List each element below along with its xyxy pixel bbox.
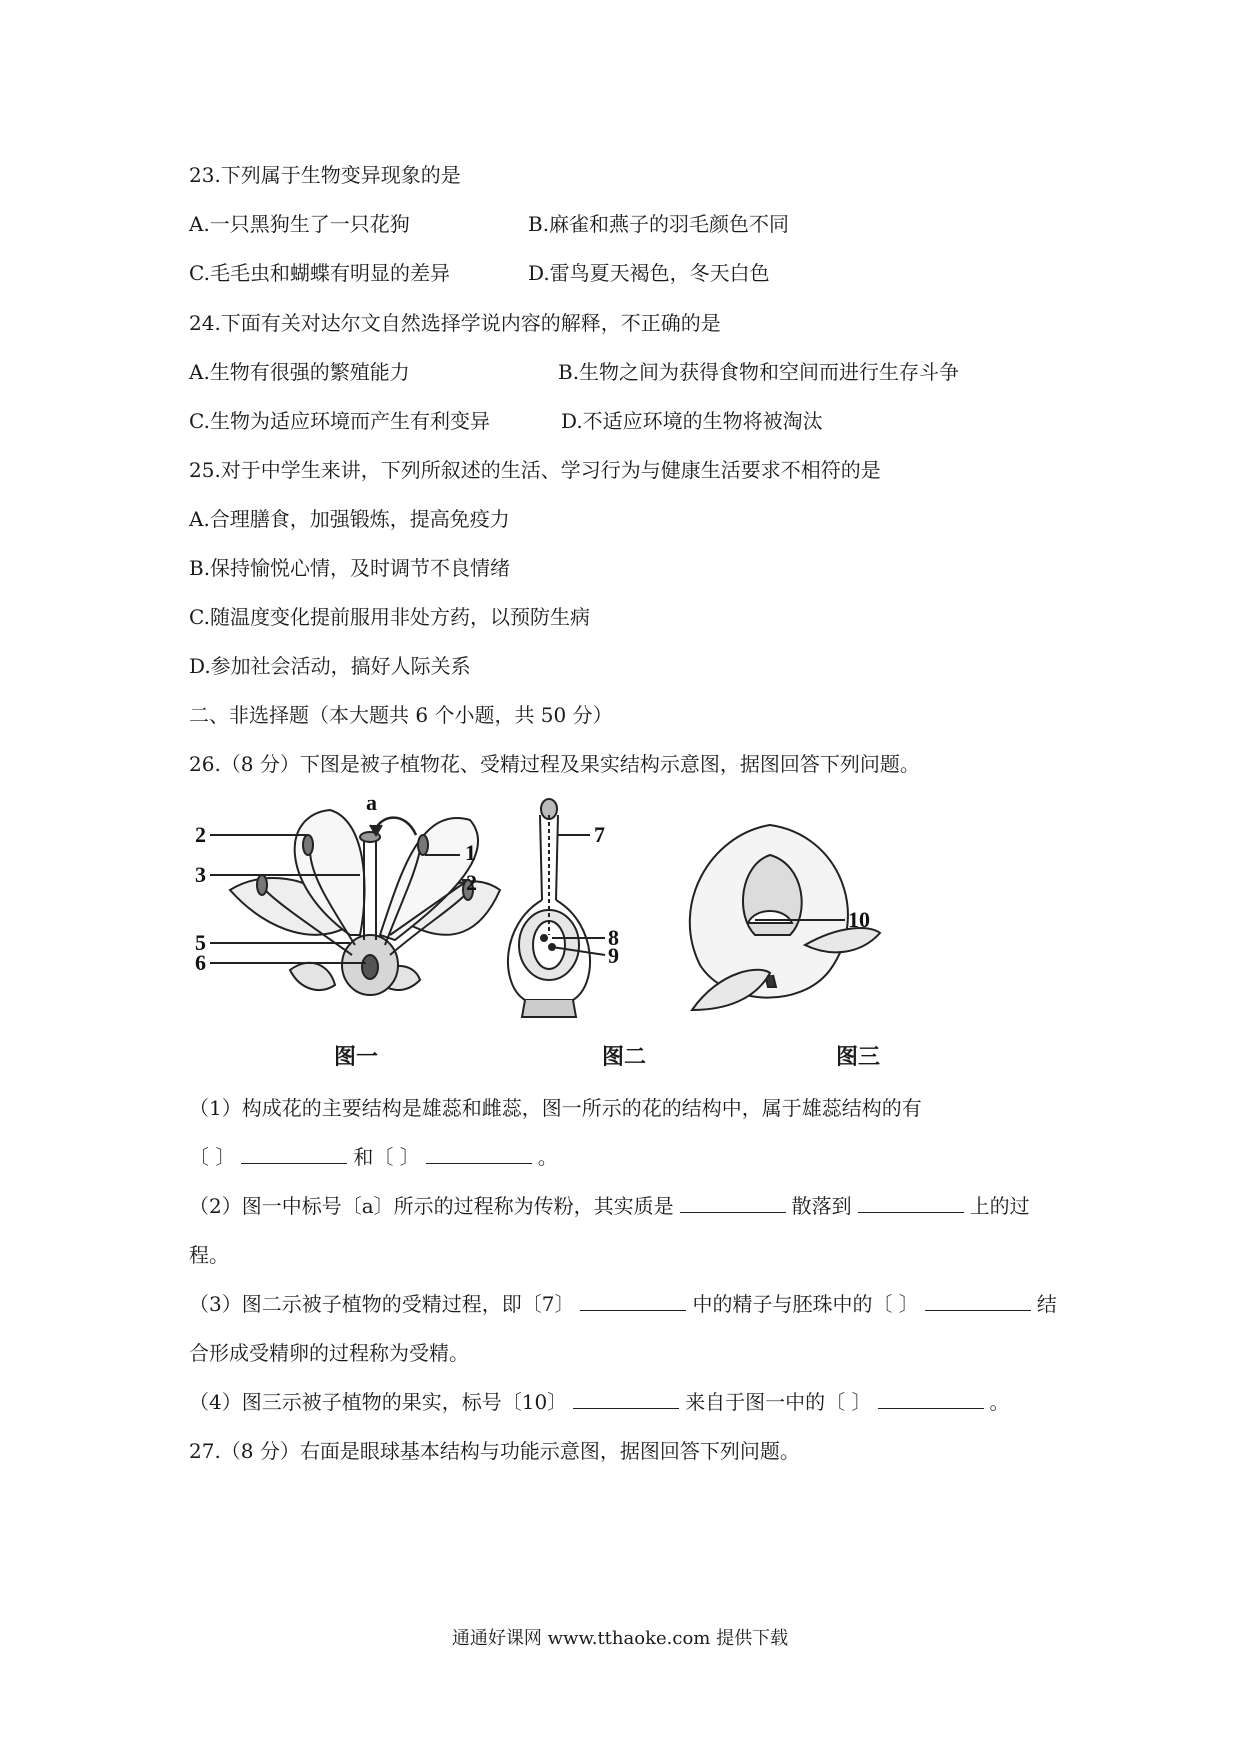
figure-one-flower (210, 810, 500, 995)
page-footer: 通通好课网 www.tthaoke.com 提供下载 (451, 1628, 789, 1649)
q25-option-d: D.参加社会活动，搞好人际关系 (189, 654, 471, 678)
q26-part3-line1 (189, 1290, 1057, 1318)
q25-option-c: C.随温度变化提前服用非处方药，以预防生病 (189, 605, 590, 629)
prompt-text: （3）图二示被子植物的受精过程，即〔7〕 (189, 1292, 575, 1316)
q26-part4-line1 (189, 1388, 1010, 1416)
figure-label: 9 (608, 943, 619, 968)
q23-stem: 23.下列属于生物变异现象的是 (189, 163, 461, 187)
q26-part1-line1: （1）构成花的主要结构是雄蕊和雌蕊，图一所示的花的结构中，属于雄蕊结构的有 (189, 1096, 922, 1120)
answer-blank[interactable] (573, 1388, 679, 1409)
q24-stem: 24.下面有关对达尔文自然选择学说内容的解释，不正确的是 (189, 311, 721, 335)
figure-label: 6 (195, 950, 206, 975)
flower-fertilization-fruit-figure (180, 795, 980, 1065)
period: 。 (537, 1145, 558, 1169)
figure-label: 10 (848, 907, 870, 932)
connector-text: 和〔 〕 (353, 1145, 420, 1169)
connector-text: 散落到 (791, 1194, 852, 1218)
answer-blank[interactable] (580, 1290, 686, 1311)
answer-blank[interactable] (925, 1290, 1031, 1311)
figure-label: 5 (195, 930, 206, 955)
figure-label: 2 (466, 870, 477, 895)
figure-label: a (366, 795, 377, 815)
figure-label: 8 (608, 925, 619, 950)
q25-option-b: B.保持愉悦心情，及时调节不良情绪 (189, 556, 511, 580)
period: 。 (989, 1390, 1010, 1414)
q26-part3-line2: 合形成受精卵的过程称为受精。 (189, 1341, 469, 1365)
answer-blank[interactable] (426, 1143, 532, 1164)
q26-part2-line2: 程。 (189, 1243, 229, 1267)
tail-text: 上的过 (969, 1194, 1030, 1218)
connector-text: 来自于图一中的〔 〕 (685, 1390, 872, 1414)
bracket: 〔 〕 (189, 1145, 236, 1169)
q23-option-c: C.毛毛虫和蝴蝶有明显的差异 (189, 261, 450, 285)
figure-label: 2 (195, 822, 206, 847)
connector-text: 中的精子与胚珠中的〔 〕 (692, 1292, 919, 1316)
q25-option-a: A.合理膳食，加强锻炼，提高免疫力 (189, 507, 510, 531)
section-two-heading: 二、非选择题（本大题共 6 个小题，共 50 分） (189, 703, 613, 727)
q23-option-d: D.雷鸟夏天褐色，冬天白色 (528, 261, 770, 285)
answer-blank[interactable] (878, 1388, 984, 1409)
q24-option-a: A.生物有很强的繁殖能力 (189, 360, 410, 384)
figure-label: 7 (594, 822, 605, 847)
answer-blank[interactable] (680, 1192, 786, 1213)
prompt-text: （4）图三示被子植物的果实，标号〔10〕 (189, 1390, 568, 1414)
figure-three-caption: 图三 (836, 1044, 881, 1070)
q26-part2-line1 (189, 1192, 1030, 1220)
q25-stem: 25.对于中学生来讲，下列所叙述的生活、学习行为与健康生活要求不相符的是 (189, 458, 881, 482)
q23-option-a: A.一只黑狗生了一只花狗 (189, 212, 410, 236)
prompt-text: （2）图一中标号〔a〕所示的过程称为传粉，其实质是 (189, 1194, 674, 1218)
q27-stem: 27.（8 分）右面是眼球基本结构与功能示意图，据图回答下列问题。 (189, 1439, 800, 1463)
q23-option-b: B.麻雀和燕子的羽毛颜色不同 (528, 212, 790, 236)
answer-blank[interactable] (858, 1192, 964, 1213)
answer-blank[interactable] (241, 1143, 347, 1164)
q24-option-d: D.不适应环境的生物将被淘汰 (561, 409, 823, 433)
q24-option-b: B.生物之间为获得食物和空间而进行生存斗争 (558, 360, 960, 384)
q26-stem: 26.（8 分）下图是被子植物花、受精过程及果实结构示意图，据图回答下列问题。 (189, 752, 920, 776)
figure-two-pistil (508, 799, 605, 1017)
q24-option-c: C.生物为适应环境而产生有利变异 (189, 409, 490, 433)
figure-one-caption: 图一 (334, 1044, 379, 1070)
figure-label: 3 (195, 862, 206, 887)
figure-label: 1 (465, 840, 476, 865)
q26-part1-line2 (189, 1143, 558, 1171)
tail-text: 结 (1036, 1292, 1057, 1316)
figure-two-caption: 图二 (602, 1044, 647, 1070)
